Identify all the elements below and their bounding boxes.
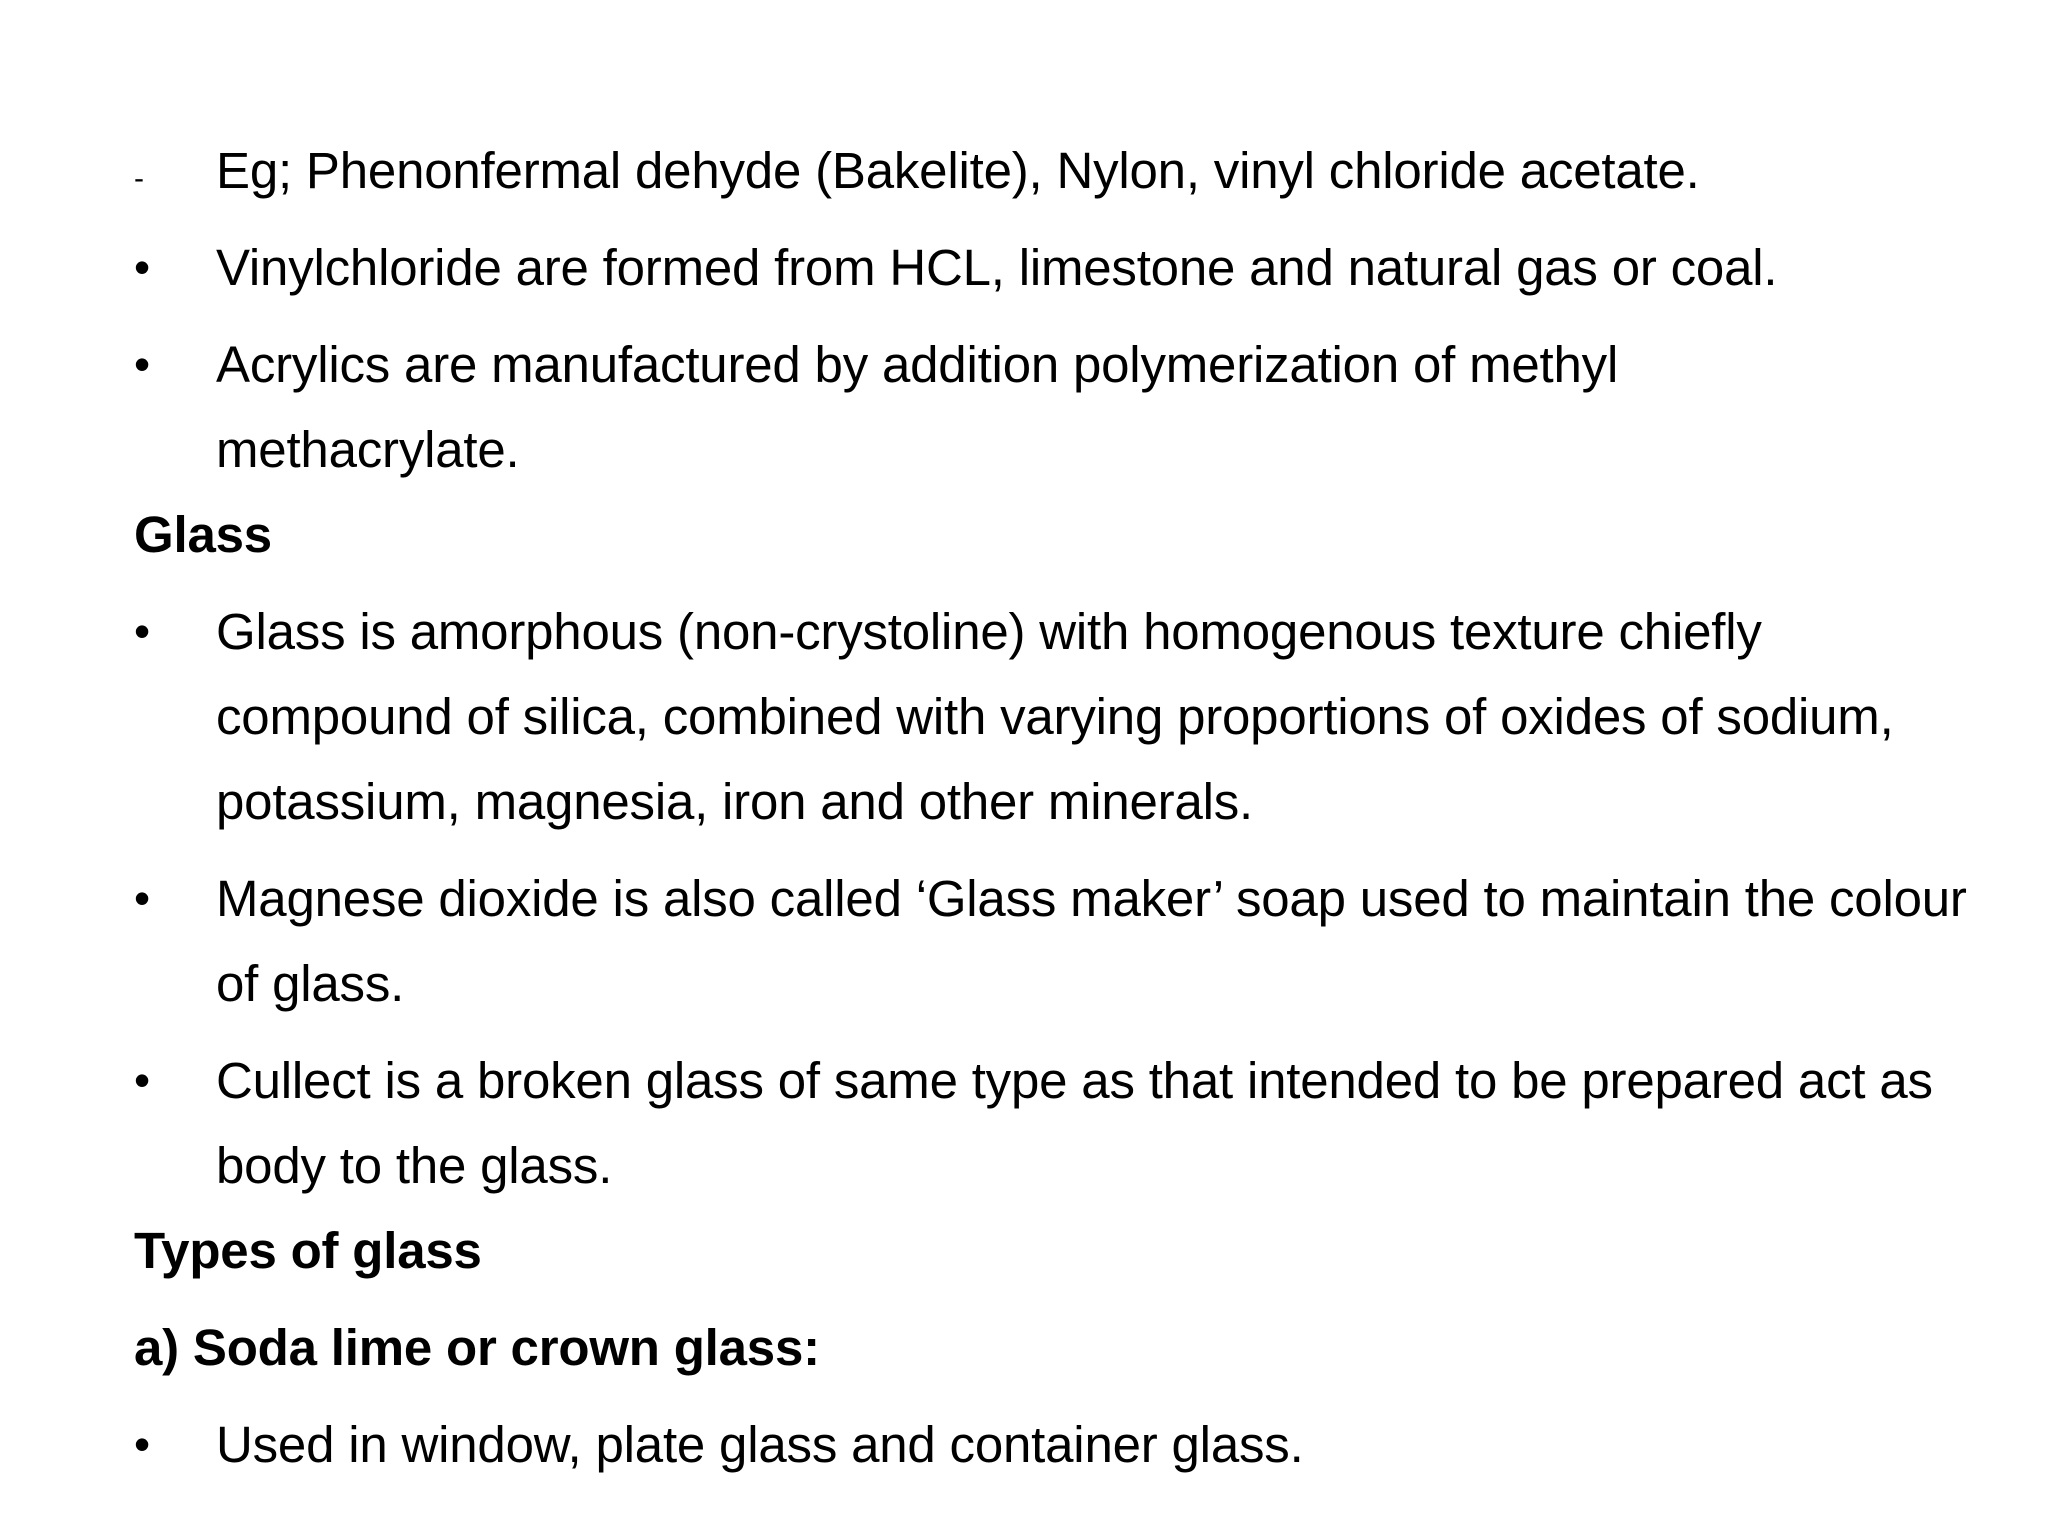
list-item-text: Acrylics are manufactured by addition polymerization of methyl methacrylate. (216, 336, 1619, 478)
list-item-acrylics (134, 322, 1968, 492)
bullet-marker: • (134, 338, 150, 390)
list-item-text: Used in window, plate glass and container glass. (216, 1416, 1304, 1473)
bullet-marker: • (134, 872, 150, 924)
list-item-magnese-dioxide (134, 856, 1968, 1026)
bullet-marker: • (134, 241, 150, 293)
list-item-text: Cullect is a broken glass of same type as that intended to be prepared act as body to the glass. (216, 1052, 1933, 1194)
bullet-marker: • (134, 1054, 150, 1106)
bullet-marker: • (134, 605, 150, 657)
list-item-glass-definition (134, 589, 1968, 844)
section-heading-types-of-glass: Types of glass (134, 1222, 482, 1279)
list-item-text: Magnese dioxide is also called ‘Glass maker’ soap used to maintain the colour of glass. (216, 870, 1967, 1012)
list-item-text: Vinylchloride are formed from HCL, limestone and natural gas or coal. (216, 239, 1778, 296)
list-item-soda-lime-uses (134, 1402, 1968, 1487)
list-item-cullect (134, 1038, 1968, 1208)
list-item-text: Glass is amorphous (non-crystoline) with homogenous texture chiefly compound of silica, combined with varying proportions of oxides of sodium, potassium, magnesia, iron and other minerals. (216, 603, 1894, 830)
list-item-text: Eg; Phenonfermal dehyde (Bakelite), Nylon, vinyl chloride acetate. (216, 142, 1700, 199)
list-item-vinylchloride (134, 225, 1968, 310)
section-heading-glass: Glass (134, 506, 272, 563)
bullet-marker: • (134, 1418, 150, 1470)
list-item-example (134, 128, 1968, 213)
dash-marker: - (134, 162, 144, 195)
subheading-soda-lime-glass: a) Soda lime or crown glass: (134, 1319, 820, 1376)
